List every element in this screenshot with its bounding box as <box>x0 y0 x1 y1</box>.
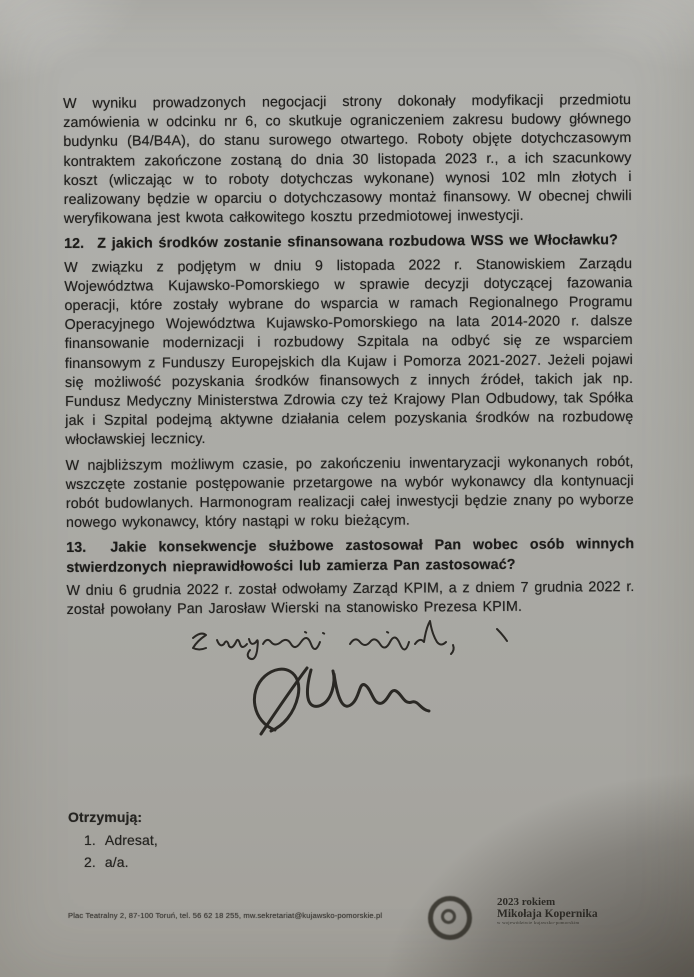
paragraph-financing: W związku z podjętym w dniu 9 listopada 2022 r. Stanowiskiem Zarządu Województwa Kujawsko-Pomorskiego w sprawie decyzji dotyczącej fazowania operacji, które zostały wybrane do wsparcia w ramach Regionalnego Programu Operacyjnego Województwa Kujawsko-Pomorskiego na lata 2014-2020 r. dalsze finansowanie modernizacji i rozbudowy Szpitala na odbyć się ze wsparciem finansowym z Funduszy Europejskich dla Kujaw i Pomorza 2021-2027. Jeżeli pojawi się możliwość pozyskania środków finansowych z innych źródeł, takich jak np. Fundusz Medyczny Ministerstwa Zdrowia czy też Krajowy Plan Odbudowy, tak Spółka jak i Szpital podejmą aktywne działania celem pozyskania środków na rozbudowę włocławskiej lecznicy. <box>64 255 634 449</box>
stamp-line-1: 2023 rokiem <box>497 896 556 908</box>
question-13-number: 13. <box>66 540 87 557</box>
signature-strokes <box>254 668 429 734</box>
question-12 <box>64 231 632 254</box>
distribution-list <box>68 806 158 874</box>
handwritten-closing-and-signature <box>145 608 545 753</box>
distribution-item-1-number: 1. <box>84 831 96 848</box>
footer-address: Plac Teatralny 2, 87-100 Toruń, tel. 56 62 18 255, mw.sekretariat@kujawsko-pomorskie.pl <box>68 911 383 920</box>
distribution-item-2-number: 2. <box>84 854 96 870</box>
distribution-item-1-text: Adresat, <box>104 831 158 848</box>
distribution-item-2 <box>68 851 158 874</box>
paragraph-negotiations: W wyniku prowadzonych negocjacji strony dokonały modyfikacji przedmiotu zamówienia w odcinku nr 6, co skutkuje ograniczeniem zakresu budowy głównego budynku (B4/B4A), do stanu surowego otwartego. Roboty objęte dotychczasowym kontraktem zakończone zostaną do dnia 30 listopada 2023 r., a ich szacunkowy koszt (wliczając w to roboty dotychczas wykonane) wynosi 102 mln złotych i realizowany będzie w oparciu o dotychczasowy montaż finansowy. W obecnej chwili weryfikowana jest kwota całkowitego kosztu przedmiotowej inwestycji. <box>63 92 632 228</box>
paragraph-board-change: W dniu 6 grudnia 2022 r. został odwołamy Zarząd KPIM, a z dniem 7 grudnia 2022 r. został powołany Pan Jarosław Wierski na stanowisko Prezesa KPIM. <box>66 578 635 619</box>
question-13-text: Jakie konsekwencje służbowe zastosował Pan wobec osób winnych stwierdzonych nieprawidłowości lub zamierza Pan zastosować? <box>66 536 635 576</box>
distribution-item-1 <box>68 829 158 852</box>
letter-body <box>63 91 635 626</box>
distribution-label: Otrzymują: <box>68 809 143 825</box>
stamp-line-2: Mikołaja Kopernika <box>497 908 598 920</box>
question-12-text: Z jakich środków zostanie sfinansowana rozbudowa WSS we Włocławku? <box>97 232 618 253</box>
handwritten-closing-strokes <box>193 621 507 659</box>
copernicus-year-stamp <box>497 896 657 926</box>
question-13 <box>66 535 634 577</box>
paragraph-tender: W najbliższym możliwym czasie, po zakończeniu inwentaryzacji wykonanych robót, wszczęte zostanie postępowanie przetargowe na wybór wykonawcy dla kontynuacji robót budowlanych. Harmonogram realizacji całej inwestycji będzie znany po wyborze nowego wykonawcy, który nastąpi w roku bieżącym. <box>65 453 634 532</box>
distribution-item-2-text: a/a. <box>104 854 129 870</box>
copernicus-orbit-logo-center-icon <box>441 909 456 924</box>
stamp-line-3: w województwie kujawsko-pomorskim <box>497 920 580 925</box>
question-12-number: 12. <box>63 236 85 253</box>
